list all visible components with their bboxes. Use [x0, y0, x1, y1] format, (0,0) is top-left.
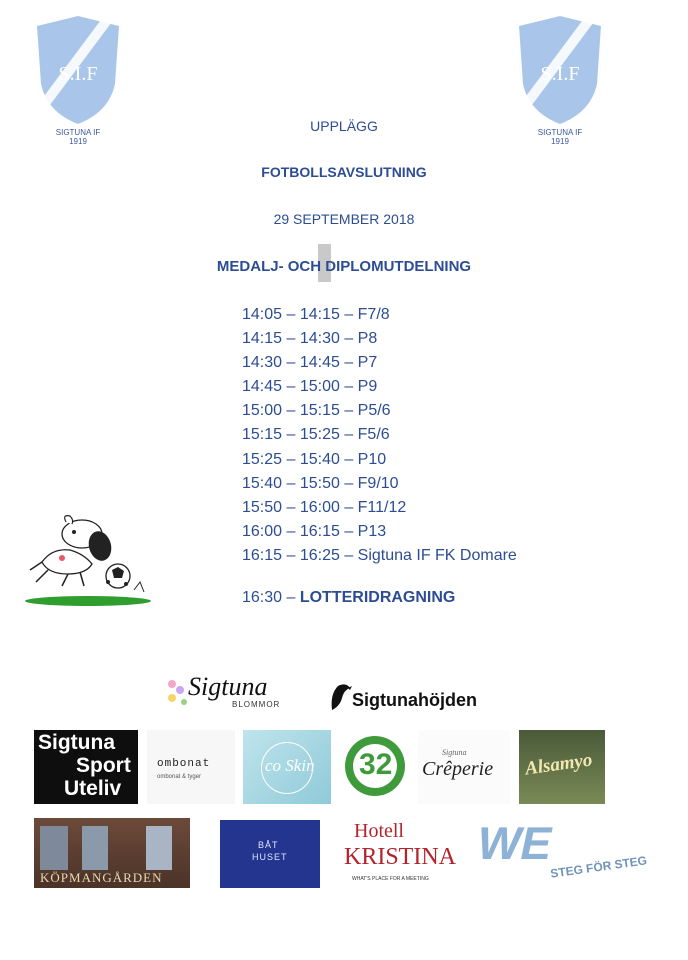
- hotell-kristina-line1: Hotell: [354, 820, 404, 842]
- club-shield-icon: [35, 14, 121, 126]
- lottery-time: 16:30 –: [242, 589, 300, 606]
- steg-mark: WE: [472, 817, 558, 869]
- lottery-line: [242, 589, 455, 607]
- sigtuna-blommor-sub: BLOMMOR: [232, 700, 281, 709]
- sigtuna-blommor-name: Sigtuna: [188, 672, 268, 701]
- schedule-row: 14:15 – 14:30 – P8: [242, 330, 378, 348]
- schedule-row: 15:25 – 15:40 – P10: [242, 450, 387, 468]
- ombonat-sub: ombonat & tyger: [157, 774, 202, 780]
- heading-upplagg: UPPLÄGG: [310, 118, 378, 134]
- alsamyo-name: Alsamyo: [523, 749, 594, 780]
- heading-date: 29 SEPTEMBER 2018: [273, 211, 415, 227]
- sponsor-steg-for-steg: [472, 817, 648, 890]
- thirtytwo-number: 32: [359, 748, 393, 781]
- sponsor-hotell-kristina: [342, 818, 454, 890]
- sponsor-bathuset: [220, 820, 320, 888]
- schedule-list: [242, 303, 517, 568]
- bathuset-line2: HUSET: [252, 852, 288, 862]
- sponsor-sigtuna-sport-uteliv: [34, 730, 138, 804]
- crest-initials: S.I.F: [540, 63, 580, 85]
- schedule-row: 14:30 – 14:45 – P7: [242, 354, 378, 372]
- kopmangarden-name: KÖPMANGÅRDEN: [40, 870, 163, 885]
- schedule-row: 15:15 – 15:25 – F5/6: [242, 426, 390, 444]
- lottery-label: LOTTERIDRAGNING: [299, 589, 456, 606]
- crest-initials: S.I.F: [58, 63, 98, 85]
- bathuset-line1: BÅT: [258, 840, 279, 850]
- schedule-row: 15:50 – 16:00 – F11/12: [242, 498, 407, 516]
- sport-uteliv-line1: Sigtuna: [38, 731, 115, 754]
- sponsor-ombonat: [147, 730, 235, 804]
- creperie-name: Crêperie: [422, 758, 494, 780]
- heading-title: FOTBOLLSAVSLUTNING: [261, 164, 427, 180]
- sport-uteliv-line2: Sport: [76, 754, 131, 777]
- heading-medalj: MEDALJ- OCH DIPLOMUTDELNING: [216, 258, 472, 275]
- schedule-row: 16:00 – 16:15 – P13: [242, 522, 387, 540]
- creperie-top: Sigtuna: [442, 748, 467, 757]
- coskin-name: co Skin: [265, 756, 315, 775]
- hotell-kristina-line2: KRISTINA: [344, 844, 456, 870]
- sponsor-thirtytwo: [345, 736, 409, 800]
- sponsor-sigtuna-blommor: [164, 672, 296, 712]
- crest-club-name: SIGTUNA IF: [537, 128, 583, 137]
- sponsor-coskin: [243, 730, 331, 804]
- schedule-row: 15:00 – 15:15 – P5/6: [242, 402, 391, 420]
- sport-uteliv-line3: Uteliv: [64, 777, 122, 800]
- ombonat-name: ombonat: [157, 758, 211, 770]
- schedule-row: 16:15 – 16:25 – Sigtuna IF FK Domare: [242, 546, 517, 564]
- steg-text: STEG FÖR STEG: [549, 853, 648, 881]
- crest-year: 1919: [69, 137, 87, 146]
- schedule-row: 14:05 – 14:15 – F7/8: [242, 306, 390, 323]
- club-shield-icon: [517, 14, 603, 126]
- sigtunahojden-name: Sigtunahöjden: [352, 690, 477, 710]
- hotell-kristina-tagline: WHAT'S PLACE FOR A MEETING: [352, 876, 429, 882]
- schedule-row: 15:40 – 15:50 – F9/10: [242, 474, 399, 492]
- crest-club-name: SIGTUNA IF: [55, 128, 101, 137]
- sponsor-creperie: [418, 730, 510, 804]
- sponsor-alsamyo: [519, 730, 605, 804]
- sponsor-kopmangarden: [34, 818, 190, 888]
- schedule-row: 14:45 – 15:00 – P9: [242, 378, 378, 396]
- sponsor-sigtunahojden: [326, 680, 496, 716]
- crest-year: 1919: [551, 137, 569, 146]
- bird-icon: [326, 680, 352, 712]
- dog-football-illustration: [22, 512, 154, 608]
